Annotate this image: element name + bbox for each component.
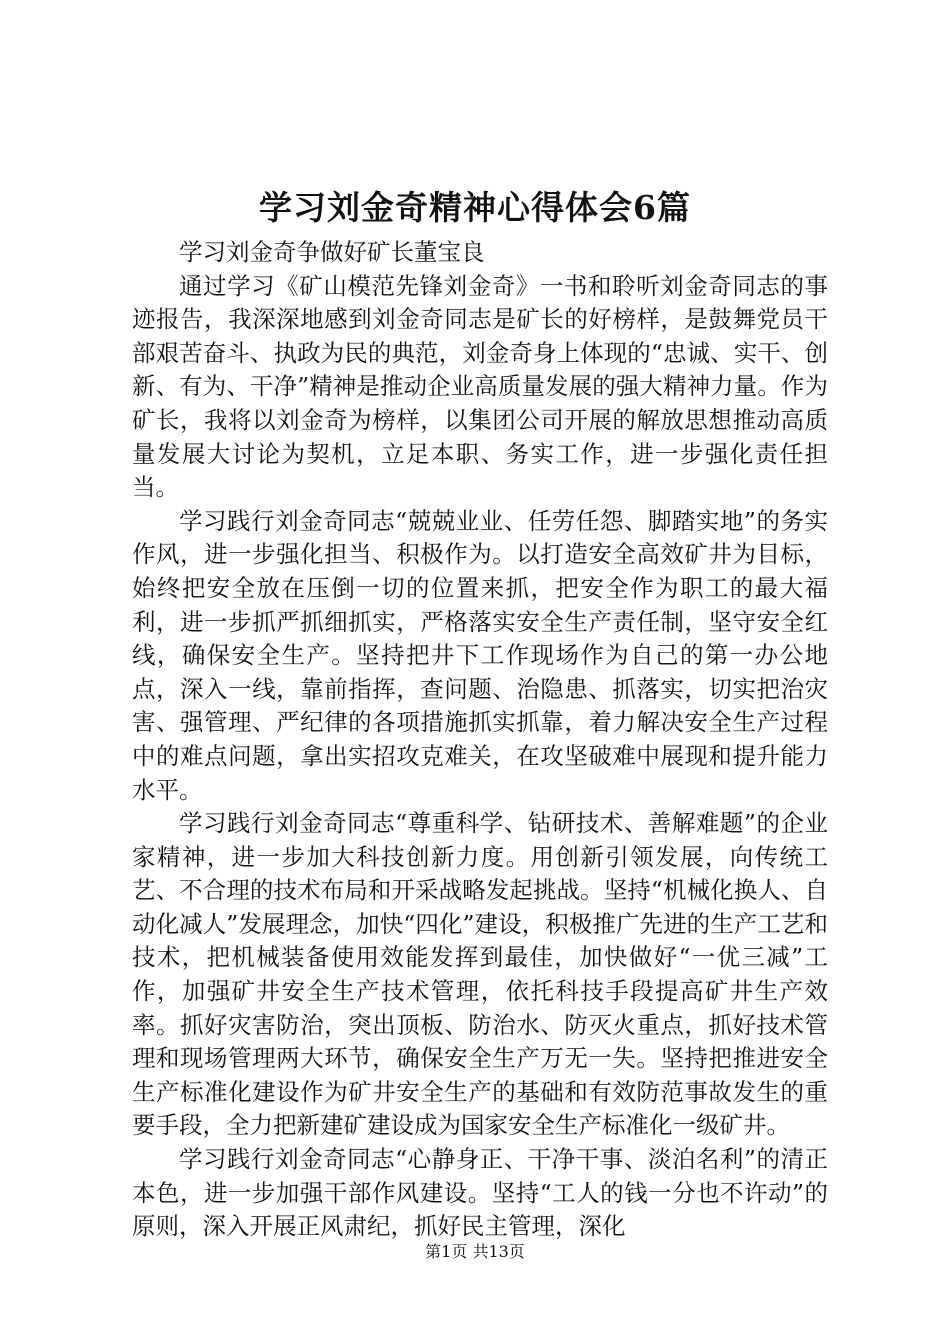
page-number-footer: 第1页 共13页 — [425, 1242, 525, 1261]
document-body — [132, 236, 828, 1244]
document-title: 学习刘金奇精神心得体会6篇 — [259, 188, 691, 227]
body-paragraph: 学习践行刘金奇同志“兢兢业业、任劳任怨、脚踏实地”的务实作风，进一步强化担当、积极作为。以打造安全高效矿井为目标，始终把安全放在压倒一切的位置来抓，把安全作为职工的最大福利，进一步抓严抓细抓实，严格落实安全生产责任制，坚守安全红线，确保安全生产。坚持把井下工作现场作为自己的第一办公地点，深入一线，靠前指挥，查问题、治隐患、抓落实，切实把治灾害、强管理、严纪律的各项措施抓实抓靠，着力解决安全生产过程中的难点问题，拿出实招攻克难关，在攻坚破难中展现和提升能力水平。 — [132, 506, 828, 804]
body-paragraph: 学习践行刘金奇同志“心静身正、干净干事、淡泊名利”的清正本色，进一步加强干部作风建设。坚持“工人的钱一分也不许动”的原则，深入开展正风肃纪，抓好民主管理，深化 — [132, 1145, 828, 1241]
body-paragraph: 通过学习《矿山模范先锋刘金奇》一书和聆听刘金奇同志的事迹报告，我深深地感到刘金奇同志是矿长的好榜样，是鼓舞党员干部艰苦奋斗、执政为民的典范，刘金奇身上体现的“忠诚、实干、创新、有为、干净”精神是推动企业高质量发展的强大精神力量。作为矿长，我将以刘金奇为榜样，以集团公司开展的解放思想推动高质量发展大讨论为契机，立足本职、务实工作，进一步强化责任担当。 — [132, 271, 828, 502]
body-paragraph: 学习践行刘金奇同志“尊重科学、钻研技术、善解难题”的企业家精神，进一步加大科技创新力度。用创新引领发展，向传统工艺、不合理的技术布局和开采战略发起挑战。坚持“机械化换人、自动化减人”发展理念，加快“四化”建设，积极推广先进的生产工艺和技术，把机械装备使用效能发挥到最佳，加快做好“一优三减”工作，加强矿井安全生产技术管理，依托科技手段提高矿井生产效率。抓好灾害防治，突出顶板、防治水、防灭火重点，抓好技术管理和现场管理两大环节，确保安全生产万无一失。坚持把推进安全生产标准化建设作为矿井安全生产的基础和有效防范事故发生的重要手段，全力把新建矿建设成为国家安全生产标准化一级矿井。 — [132, 809, 828, 1140]
subtitle-paragraph: 学习刘金奇争做好矿长董宝良 — [179, 238, 485, 266]
